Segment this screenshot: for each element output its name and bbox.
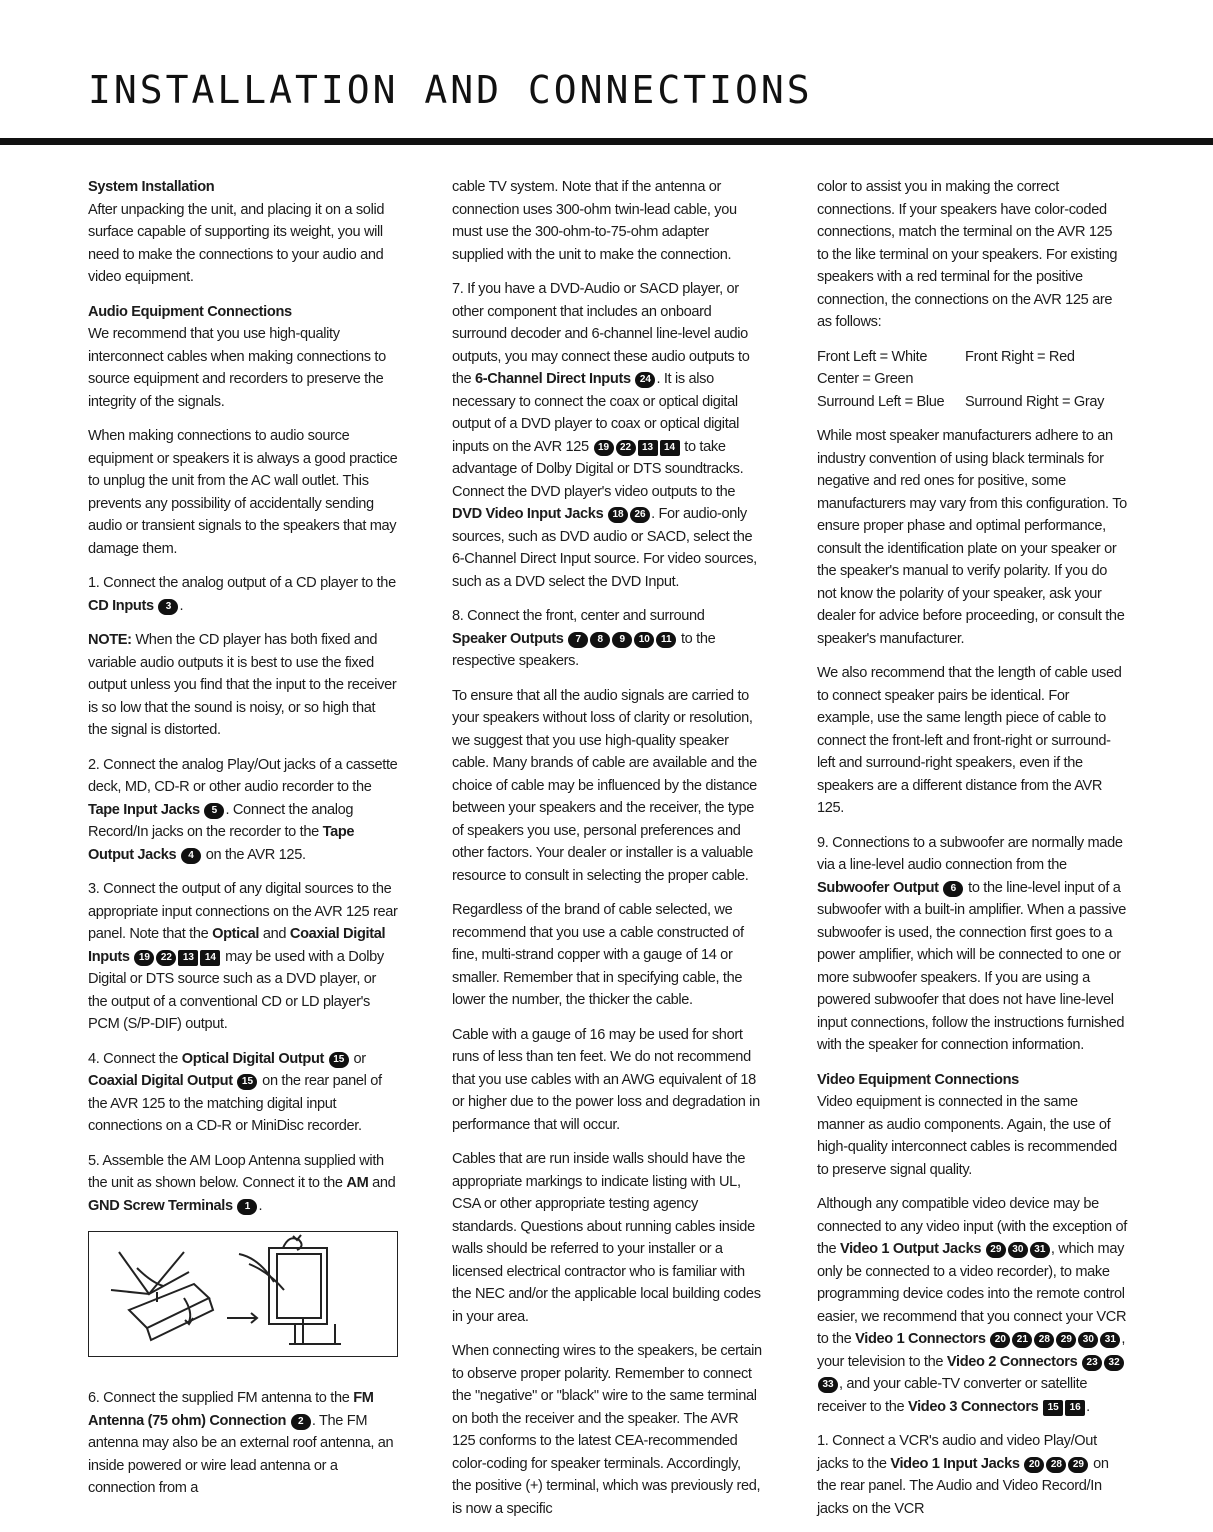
speaker-color-map	[817, 346, 1127, 414]
callout-icon: 1	[237, 1199, 257, 1215]
callout-icon: 13	[638, 440, 658, 456]
callout-icon: 29	[986, 1242, 1006, 1258]
callout-icon: 23	[1082, 1355, 1102, 1371]
center-color: Center = Green	[817, 371, 914, 387]
callout-icon: 15	[1043, 1400, 1063, 1416]
in-wall-cable-text: Cables that are run inside walls should have the appropriate markings to indicate listing with UL, CSA or other appropriate testing agency standards. Questions about running cables inside walls should be referred to your installer or a licensed electrical contractor who is familiar with the NEC and/or the applicable local building codes in your area.	[452, 1151, 761, 1325]
color-coding-text: color to assist you in making the correct connections. If your speakers have color-coded connections, match the terminal on the AVR 125 to the like terminal on your speakers. For existing speakers with a red terminal for the positive connection, the connections on the AVR 125 are as follows:	[817, 179, 1118, 330]
callout-icon: 14	[660, 440, 680, 456]
step-7: 7. If you have a DVD-Audio or SACD player, or other component that includes an onboard surround decoder and 6-channel line-level audio outputs, you may connect these audio outputs to the 6-Channel Direct Inputs 24 . It is also necessary to connect the coax or optical digital output of a DVD player to coax or optical digital inputs on the AVR 125 19 22 13 14 to take advantage of Dolby Digital or DTS soundtracks. Connect the DVD player's video outputs to the DVD Video Input Jacks 18 26 . For audio-only sources, such as DVD audio or SACD, select the 6-Channel Direct Input source. For video sources, such as a DVD select the DVD Input.	[452, 281, 757, 590]
cable-length-text: We also recommend that the length of cable used to connect speaker pairs be identical. For example, use the same length piece of cable to connect the front-left and front-right or surround-left and surround-right speakers, even if the speakers are a different distance from the AVR 125.	[817, 665, 1122, 816]
callout-icon: 7	[568, 632, 588, 648]
callout-icon: 19	[594, 440, 614, 456]
callout-icon: 30	[1078, 1332, 1098, 1348]
callout-icon: 18	[608, 507, 628, 523]
callout-icon: 3	[158, 599, 178, 615]
video-connections-text: Video equipment is connected in the same manner as audio components. Again, the use of high-quality interconnect cables is recommended to preserve signal quality.	[817, 1094, 1117, 1178]
callout-icon: 32	[1104, 1355, 1124, 1371]
step-2: 2. Connect the analog Play/Out jacks of a cassette deck, MD, CD-R or other audio recorder to the Tape Input Jacks 5 . Connect the analog Record/In jacks on the recorder to the Tape Output Jacks 4 on the AVR 125.	[88, 756, 398, 863]
video-connections-heading: Video Equipment Connections	[817, 1071, 1019, 1088]
callout-icon: 16	[1065, 1400, 1085, 1416]
callout-icon: 29	[1056, 1332, 1076, 1348]
callout-icon: 22	[616, 440, 636, 456]
callout-icon: 15	[329, 1052, 349, 1068]
column-2	[452, 176, 762, 1532]
cable-gauge-text: Regardless of the brand of cable selected, we recommend that you use a cable constructed of fine, multi-strand copper with a gauge of 14 or smaller. Remember that in specifying cable, the lower the number, the thicker the cable.	[452, 902, 744, 1008]
header-rule	[0, 138, 1213, 145]
video-step-1: 1. Connect a VCR's audio and video Play/Out jacks to the Video 1 Input Jacks 20 28 29 on the rear panel. The Audio and Video Record/In jacks on the VCR	[817, 1433, 1109, 1517]
audio-connections-text-2: When making connections to audio source equipment or speakers it is always a good practice to unplug the unit from the AC wall outlet. This prevents any possibility of accidentally sending audio or transient signals to the speakers that may damage them.	[88, 428, 398, 557]
surround-left-color: Surround Left = Blue	[817, 393, 945, 410]
callout-icon: 26	[630, 507, 650, 523]
callout-icon: 20	[990, 1332, 1010, 1348]
note: NOTE: When the CD player has both fixed and variable audio outputs it is best to use the fixed output unless you find that the input to the receiver is so low that the sound is noisy, or so high that the signal is distorted.	[88, 632, 397, 738]
callout-icon: 15	[237, 1074, 257, 1090]
system-installation-heading: System Installation	[88, 179, 215, 195]
callout-icon: 8	[590, 632, 610, 648]
callout-icon: 31	[1030, 1242, 1050, 1258]
step-9: 9. Connections to a subwoofer are normally made via a line-level audio connection from the Subwoofer Output 6 to the line-level input of a subwoofer with a built-in amplifier. When a passive subwoofer is used, the connection first goes to a power amplifier, which will be connected to one or more subwoofer speakers. If you are using a powered subwoofer that does not have line-level input connections, follow the instructions furnished with the speaker for connection information.	[817, 834, 1127, 1053]
callout-icon: 10	[634, 632, 654, 648]
callout-icon: 20	[1024, 1457, 1044, 1473]
callout-icon: 13	[178, 950, 198, 966]
callout-icon: 30	[1008, 1242, 1028, 1258]
callout-icon: 19	[134, 950, 154, 966]
callout-icon: 9	[612, 632, 632, 648]
step-8: 8. Connect the front, center and surround Speaker Outputs 7 8 9 10 11 to the respective speakers.	[452, 608, 716, 669]
am-loop-antenna-figure	[88, 1231, 398, 1357]
video-input-text: Although any compatible video device may be connected to any video input (with the exception of the Video 1 Output Jacks 29 30 31 , which may only be connected to a video recorder), to make programming device codes into the remote control easier, we recommend that you connect your VCR to the Video 1 Connectors 20 21 28 29 30 31 , your television to the Video 2 Connectors 23 32 33 , and your cable-TV converter or satellite receiver to the Video 3 Connectors 15 16 .	[817, 1196, 1127, 1415]
callout-icon: 14	[200, 950, 220, 966]
step-3: 3. Connect the output of any digital sources to the appropriate input connections on the AVR 125 rear panel. Note that the Optical and Coaxial Digital Inputs 19 22 13 14 may be used with a Dolby Digital or DTS source such as a DVD player, or the output of a conventional CD or LD player's PCM (S/P-DIF) output.	[88, 881, 398, 1032]
antenna-continued-text: cable TV system. Note that if the antenna or connection uses 300-ohm twin-lead cable, you must use the 300-ohm-to-75-ohm adapter supplied with the unit to make the connection.	[452, 179, 737, 263]
callout-icon: 6	[943, 881, 963, 897]
front-left-color: Front Left = White	[817, 348, 928, 365]
step-1: 1. Connect the analog output of a CD player to the CD Inputs 3 .	[88, 575, 396, 614]
callout-icon: 2	[291, 1414, 311, 1430]
audio-connections-heading: Audio Equipment Connections	[88, 303, 292, 320]
step-5: 5. Assemble the AM Loop Antenna supplied with the unit as shown below. Connect it to the AM and GND Screw Terminals 1 .	[88, 1152, 396, 1214]
callout-icon: 33	[818, 1377, 838, 1393]
step-4: 4. Connect the Optical Digital Output 15 or Coaxial Digital Output 15 on the rear panel of the AVR 125 to the matching digital input connections on a CD-R or MiniDisc recorder.	[88, 1050, 382, 1134]
callout-icon: 28	[1034, 1332, 1054, 1348]
step-6: 6. Connect the supplied FM antenna to the FM Antenna (75 ohm) Connection 2 . The FM antenna may also be an external roof antenna, an inside powered or wire lead antenna or a connection from a	[88, 1390, 394, 1496]
front-right-color: Front Right = Red	[965, 348, 1075, 365]
page-title: INSTALLATION AND CONNECTIONS	[88, 68, 813, 112]
callout-icon: 5	[204, 803, 224, 819]
column-1	[88, 176, 398, 1512]
system-installation-text: After unpacking the unit, and placing it on a solid surface capable of supporting its weight, you will need to make the connections to your audio and video equipment.	[88, 201, 385, 285]
callout-icon: 31	[1100, 1332, 1120, 1348]
am-antenna-illustration	[89, 1232, 396, 1355]
callout-icon: 4	[181, 848, 201, 864]
audio-connections-text: We recommend that you use high-quality interconnect cables when making connections to source equipment and recorders to preserve the integrity of the signals.	[88, 326, 386, 410]
callout-icon: 22	[156, 950, 176, 966]
gauge-16-text: Cable with a gauge of 16 may be used for short runs of less than ten feet. We do not recommend that you use cables with an AWG equivalent of 18 or higher due to the power loss and degradation in performance that will occur.	[452, 1026, 760, 1133]
callout-icon: 28	[1046, 1457, 1066, 1473]
speaker-cable-text: To ensure that all the audio signals are carried to your speakers without loss of clarity or resolution, we suggest that you use high-quality speaker cable. Many brands of cable are available and the choice of cable may be influenced by the distance between your speakers and the receiver, the type of speakers you use, personal preferences and other factors. Your dealer or installer is a valuable resource to consult in selecting the proper cable.	[452, 687, 757, 884]
callout-icon: 11	[656, 632, 676, 648]
column-3	[817, 176, 1127, 1532]
speaker-polarity-text: While most speaker manufacturers adhere to an industry convention of using black terminals for negative and red ones for positive, some manufacturers may vary from this configuration. To ensure proper phase and optimal performance, consult the identification plate on your speaker or the speaker's manual to verify polarity. If you do not know the polarity of your speaker, ask your dealer for advice before proceeding, or consult the speaker's manufacturer.	[817, 428, 1127, 647]
callout-icon: 29	[1068, 1457, 1088, 1473]
polarity-text: When connecting wires to the speakers, be certain to observe proper polarity. Remember to connect the "negative" or "black" wire to the same terminal on both the receiver and the speaker. The AVR 125 conforms to the latest CEA-recommended color-coding for speaker terminals. Accordingly, the positive (+) terminal, which was previously red, is now a specific	[452, 1343, 762, 1517]
callout-icon: 21	[1012, 1332, 1032, 1348]
surround-right-color: Surround Right = Gray	[965, 393, 1105, 410]
callout-icon: 24	[635, 372, 655, 388]
